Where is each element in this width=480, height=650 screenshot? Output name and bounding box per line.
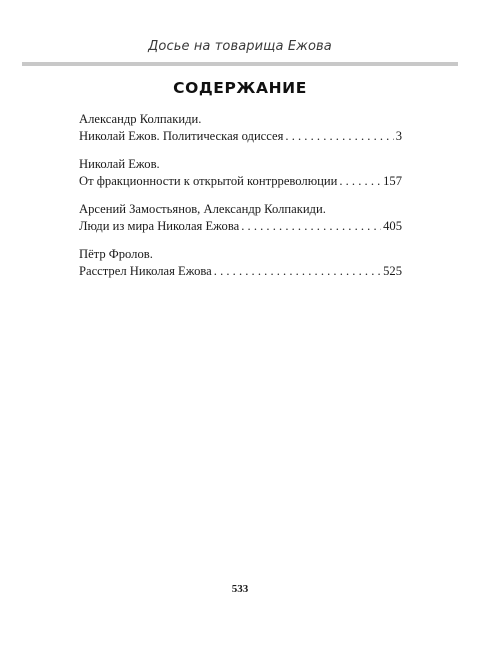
page-number: 533 (231, 583, 249, 595)
toc-entry-line (79, 173, 402, 190)
toc-entry-author: Николай Ежов. (79, 157, 160, 171)
dot-leader (241, 218, 381, 235)
dot-leader (214, 263, 381, 280)
toc-entry-page: 405 (383, 218, 402, 233)
running-head: Досье на товарища Ежова (148, 39, 332, 54)
toc-title: СОДЕРЖАНИЕ (173, 79, 307, 97)
dot-leader (339, 173, 381, 190)
toc-entry[interactable] (79, 201, 402, 234)
toc-entry-line (79, 128, 402, 145)
toc-entry-author: Александр Колпакиди. (79, 112, 202, 126)
toc-entry-line (79, 263, 402, 280)
toc-entry-author: Пётр Фролов. (79, 247, 153, 261)
toc-entry-page: 3 (395, 128, 402, 143)
toc-entry-title: Николай Ежов. Политическая одиссея (79, 128, 284, 143)
header-rule (22, 62, 458, 66)
dot-leader (285, 128, 393, 145)
toc-entry-title: Люди из мира Николая Ежова (79, 218, 240, 233)
toc-entry-title: От фракционности к открытой контрреволюции (79, 173, 338, 188)
toc-entry[interactable] (79, 246, 402, 279)
toc-entry-page: 157 (383, 173, 402, 188)
toc-entry[interactable] (79, 111, 402, 144)
toc-entry-page: 525 (383, 263, 402, 278)
toc-entry-title: Расстрел Николая Ежова (79, 263, 212, 278)
toc-entry-author: Арсений Замостьянов, Александр Колпакиди. (79, 202, 326, 216)
toc-entry-line (79, 218, 402, 235)
toc-entry[interactable] (79, 156, 402, 189)
table-of-contents (79, 111, 402, 291)
